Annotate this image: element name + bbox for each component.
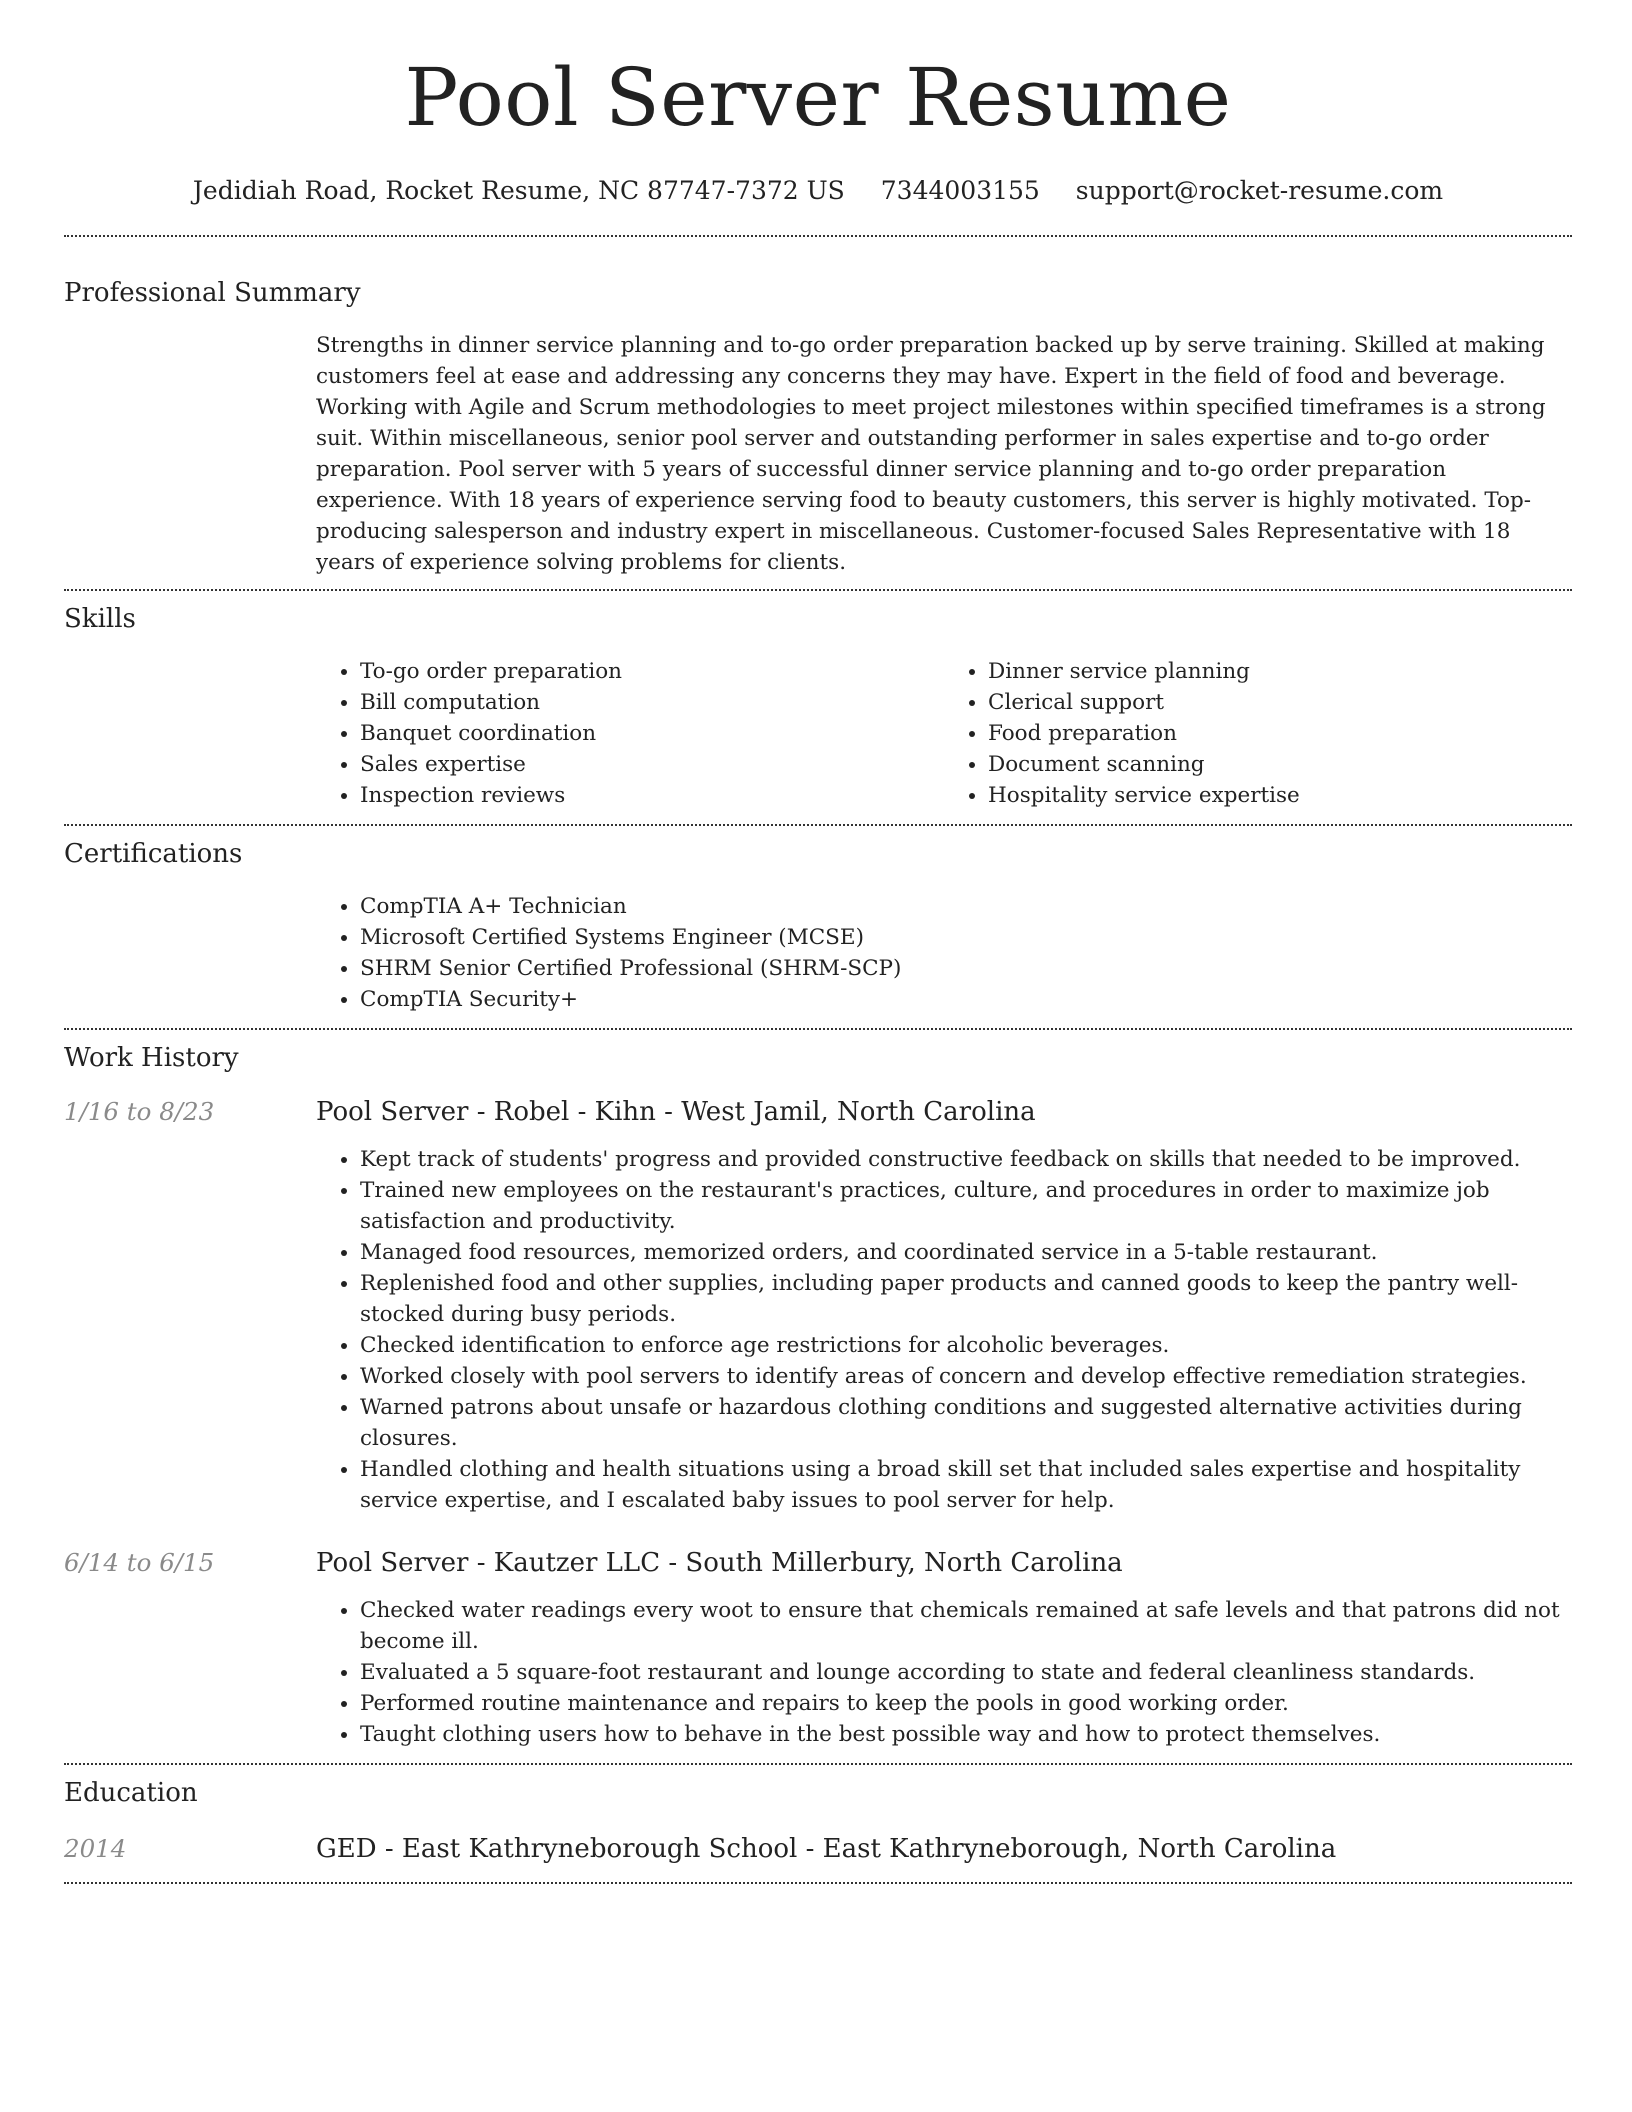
- job-dates: 1/16 to 8/23: [64, 1097, 215, 1126]
- divider: [64, 589, 1572, 591]
- education-section: [64, 1776, 1572, 1866]
- skill-item: • Hospitality service expertise: [988, 780, 1572, 811]
- skill-item: • Food preparation: [988, 718, 1572, 749]
- job-bullet: • Worked closely with pool servers to identify areas of concern and develop effective remediation strategies.: [360, 1361, 1572, 1392]
- certification-item: • CompTIA A+ Technician: [360, 891, 1572, 922]
- summary-section: [64, 276, 1572, 578]
- job-bullet: • Handled clothing and health situations using a broad skill set that included sales expertise and hospitality service expertise, and I escalated baby issues to pool server for help.: [360, 1454, 1572, 1516]
- divider: [64, 1882, 1572, 1884]
- job-title: Pool Server - Robel - Kihn - West Jamil, North Carolina: [316, 1097, 1036, 1127]
- skill-item: • Document scanning: [988, 749, 1572, 780]
- job-title: Pool Server - Kautzer LLC - South Millerbury, North Carolina: [316, 1548, 1123, 1578]
- skills-list: [316, 656, 1572, 811]
- divider: [64, 235, 1572, 237]
- skills-section: [64, 602, 1572, 811]
- skill-item: • Inspection reviews: [360, 780, 944, 811]
- skill-item: • Banquet coordination: [360, 718, 944, 749]
- job-bullet: • Checked water readings every woot to ensure that chemicals remained at safe levels and that patrons did not become ill.: [360, 1595, 1572, 1657]
- divider: [64, 1763, 1572, 1765]
- contact-line: [64, 174, 1572, 208]
- job-bullet: • Trained new employees on the restaurant's practices, culture, and procedures in order to maximize job satisfaction and productivity.: [360, 1175, 1572, 1237]
- job-bullet: • Managed food resources, memorized orders, and coordinated service in a 5-table restaurant.: [360, 1237, 1572, 1268]
- skill-item: • Clerical support: [988, 687, 1572, 718]
- job-bullets: [316, 1144, 1572, 1516]
- job-bullet: • Warned patrons about unsafe or hazardous clothing conditions and suggested alternative activities during closures.: [360, 1392, 1572, 1454]
- skill-item: • Sales expertise: [360, 749, 944, 780]
- divider: [64, 824, 1572, 826]
- skills-column-right: [944, 656, 1572, 811]
- resume-title: Pool Server Resume: [404, 51, 1232, 144]
- certification-item: • Microsoft Certified Systems Engineer (MCSE): [360, 922, 1572, 953]
- job-bullet: • Performed routine maintenance and repairs to keep the pools in good working order.: [360, 1688, 1572, 1719]
- certification-item: • CompTIA Security+: [360, 984, 1572, 1015]
- skills-column-left: [316, 656, 944, 811]
- job-bullet: • Kept track of students' progress and provided constructive feedback on skills that needed to be improved.: [360, 1144, 1572, 1175]
- resume-page: [64, 0, 1572, 1884]
- job-bullet: • Taught clothing users how to behave in the best possible way and how to protect themselves.: [360, 1719, 1572, 1750]
- education-heading: Education: [64, 1778, 198, 1808]
- certifications-section: [64, 837, 1572, 1015]
- skill-item: • Bill computation: [360, 687, 944, 718]
- certifications-heading: Certifications: [64, 839, 243, 869]
- skills-heading: Skills: [64, 604, 136, 634]
- contact-address: Jedidiah Road, Rocket Resume, NC 87747-7372 US: [192, 176, 845, 205]
- job-entry: [64, 1095, 1572, 1516]
- job-entry: [64, 1546, 1572, 1750]
- work-history-section: [64, 1041, 1572, 1750]
- education-entry: [64, 1832, 1572, 1866]
- job-bullet: • Evaluated a 5 square-foot restaurant and lounge according to state and federal cleanliness standards.: [360, 1657, 1572, 1688]
- job-bullets: [316, 1595, 1572, 1750]
- job-dates: 6/14 to 6/15: [64, 1548, 215, 1577]
- contact-phone: 7344003155: [880, 176, 1040, 205]
- certifications-list: [316, 891, 1572, 1015]
- certification-item: • SHRM Senior Certified Professional (SHRM-SCP): [360, 953, 1572, 984]
- skill-item: • To-go order preparation: [360, 656, 944, 687]
- job-bullet: • Replenished food and other supplies, including paper products and canned goods to keep the pantry well-stocked during busy periods.: [360, 1268, 1572, 1330]
- contact-email: support@rocket-resume.com: [1075, 176, 1444, 205]
- summary-content: [316, 330, 1572, 578]
- skill-item: • Dinner service planning: [988, 656, 1572, 687]
- job-bullet: • Checked identification to enforce age restrictions for alcoholic beverages.: [360, 1330, 1572, 1361]
- summary-text: Strengths in dinner service planning and to-go order preparation backed up by serve training. Skilled at making customers feel at ease and addressing any concerns they may have. Expert in the field of food and beverage. Working with Agile and Scrum methodologies to meet project milestones within specified timeframes is a strong suit. Within miscellaneous, senior pool server and outstanding performer in sales expertise and to-go order preparation. Pool server with 5 years of successful dinner service planning and to-go order preparation experience. With 18 years of experience serving food to beauty customers, this server is highly motivated. Top-producing salesperson and industry expert in miscellaneous. Customer-focused Sales Representative with 18 years of experience solving problems for clients.: [316, 333, 1546, 575]
- divider: [64, 1028, 1572, 1030]
- education-year: 2014: [64, 1834, 127, 1863]
- work-history-heading: Work History: [64, 1043, 239, 1073]
- summary-heading: Professional Summary: [64, 278, 361, 308]
- education-degree: GED - East Kathryneborough School - East Kathryneborough, North Carolina: [316, 1834, 1337, 1864]
